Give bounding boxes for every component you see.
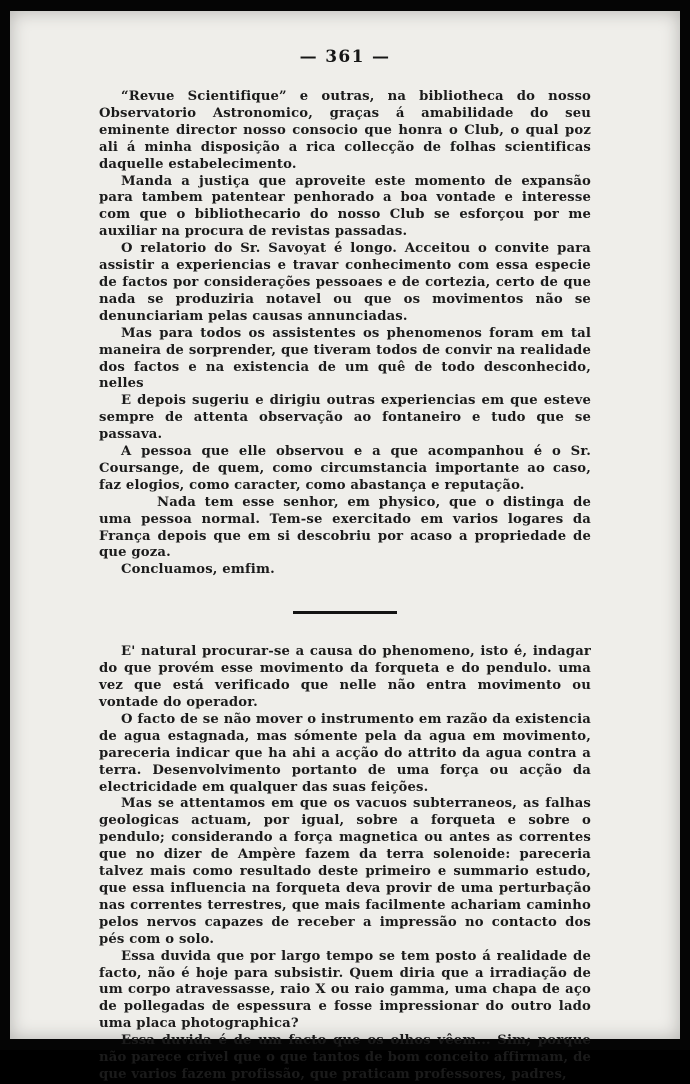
paragraph: “Revue Scientifique” e outras, na bibliotheca do nosso Observatorio Astronomico, graças á amabilidade do seu eminente director nosso consocio que honra o Club, o qual poz ali á minha disposição a rica collecção de folhas scientificas daquelle estabelecimento. [99,89,591,172]
paragraph: Essa duvida que por largo tempo se tem posto á realidade de facto, não é hoje para subsistir. Quem diria que a irradiação de um corpo atravessasse, raio X ou raio gamma, uma chapa de aço de pollegadas de espessura e fosse impressionar do outro lado uma placa photographica? [99,948,591,1032]
paragraph: Mas se attentamos em que os vacuos subterraneos, as falhas geologicas actuam, por igual, sobre a forqueta e sobre o pendulo; considerando a força magnetica ou antes as correntes que no dizer de Ampère fazem da terra solenoide: pareceria talvez mais como resultado deste primeiro e summario estudo, que essa influencia na forqueta deva provir de uma perturbação nas correntes terrestres, que mais facilmente achariam caminho pelos nervos capazes de receber a impressão no contacto dos pés com o solo. [99,796,591,947]
paragraph: Manda a justiça que aproveite este momento de expansão para tambem patentear penhorado a boa vontade e interesse com que o bibliothecario do nosso Club se esforçou por me auxiliar na procura de revistas passadas. [99,173,591,240]
paragraph: O relatorio do Sr. Savoyat é longo. Acceitou o convite para assistir a experiencias e travar conhecimento com essa especie de factos por considerações pessoaes e de cortezia, certo de que nada se produziria notavel ou que os movimentos não se denunciariam pelas causas annunciadas. [99,241,591,324]
text-block [99,89,591,1084]
paragraph: E depois sugeriu e dirigiu outras experiencias em que esteve sempre de attenta observação ao fontaneiro e tudo que se passava. [99,393,591,443]
paragraph: Concluamos, emfim. [121,562,275,578]
section-divider [293,611,397,614]
paragraph: Essa duvida é de um facto que os olhos vêem... Sim; porque não parece crivel que o que tantos de bom conceito affirmam, de que varios fazem profissão, que praticam professores, padres, [99,1033,591,1082]
paragraph: Nada tem esse senhor, em physico, que o distinga de uma pessoa normal. Tem-se exercitado em varios logares da França depois que em si descobriu por acaso a propriedade de que goza. [99,494,591,561]
paragraph: A pessoa que elle observou e a que acompanhou é o Sr. Coursange, de quem, como circumstancia importante ao caso, faz elogios, como caracter, como abastança e reputação. [99,444,591,493]
document-page [10,11,680,1082]
paragraph: O facto de se não mover o instrumento em razão da existencia de agua estagnada, mas sómente pela da agua em movimento, pareceria indicar que ha ahi a acção do attrito da agua contra a terra. Desenvolvimento portanto de uma força ou acção da electricidade em qualquer das suas feições. [99,711,591,795]
page-number: — 361 — [299,47,391,67]
paragraph: E' natural procurar-se a causa do phenomeno, isto é, indagar do que provém esse movimento da forqueta e do pendulo. uma vez que está verificado que nelle não entra movimento ou vontade do operador. [99,644,591,710]
paragraph: Mas para todos os assistentes os phenomenos foram em tal maneira de sorprender, que tiveram todos de convir na realidade dos factos e na existencia de um quê de todo desconhecido, nelles [99,325,591,392]
